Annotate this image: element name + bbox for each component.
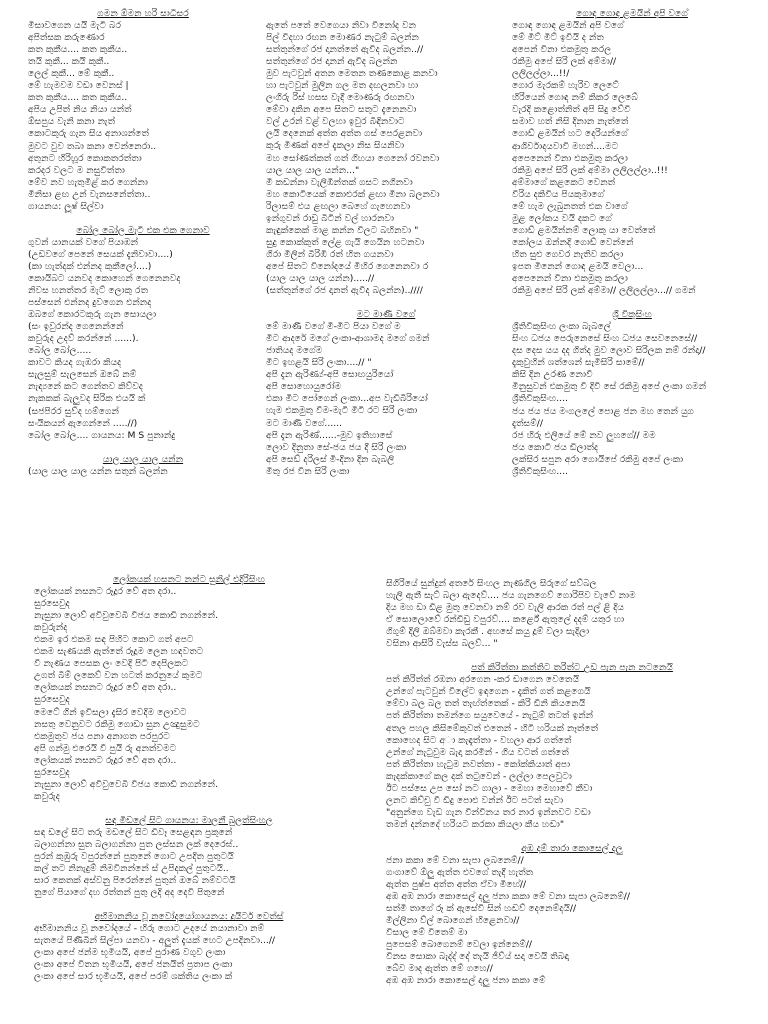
lyric-line: යාල යාල යාල යන්න..." bbox=[266, 164, 360, 176]
lyric-line: අඹ අඹ නාරා කොසෙල් දලු ජනා කකා මේ bbox=[386, 975, 546, 987]
lyric-line: දස දෙස යය දද ගිත්ද මුව ලොව සිරිලක නම් රන්දා// bbox=[512, 345, 706, 357]
lyric-line: සැතයේ පිණිබින් සිල්පා යනවා - අලුත් දැයක් හෙට උපදිනවා...// bbox=[34, 935, 276, 947]
lyric-line: ඒ සොලොවේ රන්ඩිඩු වපුරව්.... කර්ළේ ඇතුලේ දදම් යතුර හා bbox=[386, 614, 625, 626]
song-lyrics bbox=[266, 321, 506, 478]
lyric-line: අම්මාගේ කළකෙට වෙනත් bbox=[512, 176, 616, 188]
lyric-line: ලක්සිර සපුන අරා ගොයිපේ රකිමු අපේ ලංකා bbox=[512, 453, 684, 465]
lyric-line: ඊට පස්සෙ උප සෝ නට ගාලා - මෙහා මෙහාවේ කීවා bbox=[386, 782, 593, 794]
song-title: අඹ දම් තාරා කොසෙල් දලු bbox=[521, 842, 623, 854]
lyric-line: එකම ඉර එකම සඳ පිහිට කොට ගත් අපට bbox=[34, 634, 194, 646]
lyric-line: මේ හැම ලැබුනතත් එක වාගේ bbox=[512, 200, 628, 212]
lyric-line: ඕසපුය වැනි කනා නැත් bbox=[28, 116, 116, 128]
lyric-line: (සජපිරර සුව්ද හම්ගෙන් bbox=[28, 405, 119, 417]
lyric-line: උන්ගේ නැටුවුම බැදා කරමින් - ගිය වටත් ගත්තේ bbox=[386, 746, 569, 758]
song-lyrics bbox=[34, 923, 344, 983]
lyric-line: (උඩවගේ පෙනේ සෙයක් දැනිවාවා....) bbox=[28, 248, 173, 260]
song-lyrics bbox=[28, 237, 258, 442]
lyric-line: අභිමානනිය වූ නවෝදයේ - හිරු ගොට උදයේ නයානාවා නම් bbox=[34, 923, 265, 935]
lyric-line: අතල පහල කිසිමේකුවත් එතෙන් - හිටි හරියක් නෑත්තේ bbox=[386, 722, 599, 734]
lyric-line: කිසි දින උරණ නොවී bbox=[512, 369, 593, 381]
lyric-line: ලෝකයක් නසනට රූදූර වේ අත දරා.. bbox=[34, 754, 177, 766]
lyric-line: හැම එකමුතු වීම-මැටි මිටි රට සිරි ලංකා bbox=[266, 405, 418, 417]
lyric-line: සත්මි තාගේ රූ ක් ඇසේවි සින් හඬව් දෙනෙම්දයි// bbox=[386, 903, 577, 915]
lyric-line: මි කඩන්නා වැලිඹින්තක් ගසට නගිනවා bbox=[266, 176, 413, 188]
lyric-line: විසාල මේ විතෙම් මා bbox=[386, 927, 468, 939]
lyric-line: පත් කිරිත්ත් රඹනා අරගෙන -කර ඩාගෙන වෙතෙයි bbox=[386, 674, 580, 686]
lyric-line: අපෙනෙන් විනා එකමුතු කරලා bbox=[512, 273, 628, 285]
lyric-line: නැඳ්‍යනේ කට ගෙන්තව කිව්වද bbox=[28, 381, 143, 393]
lyric-line: සංයිකයන් ඇගෙන්නේ .....//) bbox=[28, 417, 138, 429]
lyric-line: කාවට කියද ගැඹරා කියද bbox=[28, 357, 122, 369]
lyric-line: රකිමු අපේ සිරි ලක් අම්මා// bbox=[512, 56, 617, 68]
lyric-line: (සත්තුන්ගේ රජ දානත් ඇවිද බලන්න)..//// bbox=[266, 285, 423, 297]
lyric-line: අතුනට හිරිහූර කොකතරත්තා bbox=[28, 152, 142, 164]
lyric-line: හිත සුළු ගෙවර නැතිව කරලා bbox=[512, 248, 624, 260]
lyric-line: (යාල යාල යාල යන්න සතුන් බලන්න bbox=[28, 465, 168, 477]
song-title: සඳ මිඩලේ සිට ගායනය: මාලනී බුලත්සිංහල bbox=[105, 814, 273, 826]
lyric-line: බේව මාද ඇත්ත මේ ගහෙ// bbox=[386, 963, 493, 975]
column-top-left bbox=[28, 8, 258, 478]
song-lyrics bbox=[386, 855, 758, 988]
lyric-line: පිල් විදහා රඟන මොණර නැටුම් බලන්න bbox=[266, 32, 419, 44]
song-title: මට මාණි වගේ bbox=[356, 309, 416, 321]
lyric-line: සැලසුම් සැලසෙන් ඔබේ නම් bbox=[28, 369, 137, 381]
lyric-line: වීරිය දකිවිය පියකුමාගේ bbox=[512, 188, 605, 200]
lyric-line: හිරියෙන් ගොඳ නම් කිකර ලෙබේ bbox=[512, 92, 638, 104]
lyric-line: බෝල බෝල..... bbox=[28, 345, 92, 357]
lyric-line: පුපෙසම් බොගෙනම් වෙලා ඉන්නෙම්// bbox=[386, 939, 533, 951]
lyric-line: කුරු මිණක් අපේ දැකලා නිස සියනිවා bbox=[266, 140, 405, 152]
lyric-line: රජ හිරු එලියේ මේ නව ලුහගේ// මම bbox=[512, 429, 656, 441]
lyric-line: පත් කිරිත්තා හැටුම නවත්තා - කෝක්කියාත් අපා bbox=[386, 758, 571, 770]
lyric-line: ලයි දෙනෙක් අත්ත අත්ත ගස් පෙරළනවා bbox=[266, 128, 423, 140]
lyric-line: මේව නව හැතුමිළ් කර ගෙන්නා bbox=[28, 176, 148, 188]
lyric-line: මුව පැටවුන් අතන මෙතන තණකොළ කනවා bbox=[266, 68, 438, 80]
song-lyrics bbox=[512, 20, 752, 297]
lyric-line: ගිගුම් දිලි ඔබ්මවා කැරකී . අහසේ කයු දූම් වලා සැදිලා bbox=[386, 626, 590, 638]
lyric-line: ලොව දිනුතා සේ-ජය ජය දී සිරි ලංකා bbox=[266, 441, 407, 453]
song-lyrics bbox=[512, 321, 752, 478]
lyric-line: අපි සොහොයුරෝම bbox=[266, 381, 342, 393]
lyric-line: කල් තට නිනැදුම් නිමවිනන්නේ ස් උපිදකල් පුතුටයි.. bbox=[34, 863, 229, 875]
lyric-line: නසතු වෙනුවට රකිමු ගොඩා සුන උඤුසුමට bbox=[34, 718, 200, 730]
lyric-line: අපි දැන ඇරිණ්......-මුව ඉතිහාසේ bbox=[266, 429, 393, 441]
song-title: ගොඳ ගොඳ ළමයින් අපි වගේ bbox=[576, 8, 688, 19]
lyric-line: උන්ගේ පැටවුන් වීලේට ඉඳගෙන - දැකිත් ගත් කළගෙයි bbox=[386, 686, 591, 698]
lyric-line: බෝල බෝල.... ගායනය: M S පුනාන්දු bbox=[28, 429, 176, 441]
lyric-line: රකිමු අපේ සිරි ලක් අම්මා ලලිලල්ලා..!!! bbox=[512, 164, 668, 176]
lyric-line: ලෝකයක් නසනට රූදූර වේ අත දරා.. bbox=[34, 586, 177, 598]
lyric-line: නැකකක් බැලුවද සිරික එයයි ක් bbox=[28, 393, 146, 405]
lyric-line: මේ මාණි වගේ මි-මිට පියා වගේ ම bbox=[266, 321, 401, 333]
lyric-line: (යාල යාල යාල යන්න).....// bbox=[266, 272, 375, 284]
lyric-line: සත්තුන්ගේ රජ දානන් ඇවිද බලන්න bbox=[266, 56, 398, 68]
lyric-line: මුළ ලෝකය වයි දකට ගේ bbox=[512, 212, 612, 224]
lyric-line: ශ්‍රීතිවිකුසිංහ ලංකා බැබලේ bbox=[512, 321, 611, 333]
lyric-line: සමාව හත් නිසි දිනාන නැත්තේ bbox=[512, 116, 629, 128]
lyric-line: කරදර වලට ම නසුවිත්තා bbox=[28, 164, 125, 176]
lyric-line: ගොර මැරකම් හැරිව ලෙටේ bbox=[512, 80, 620, 92]
lyric-line: (සං ඉවුරන්ද ගෙනෙන්නේ bbox=[28, 321, 124, 333]
lyric-line: කවුරුද උදව් කරන්නේ ......). bbox=[28, 333, 139, 345]
lyric-line: සුදු කොක්කුත් ලේළ ගැයි ගෙයින හටනවා bbox=[266, 236, 425, 248]
column-top-right bbox=[512, 8, 752, 478]
lyric-line: අපිත්සක කරුණොර bbox=[28, 32, 105, 44]
song-title: ශ්‍රී විකුසිංහ bbox=[612, 309, 652, 321]
lyric-line: එකමුතුව ජය පනා අනාගත පරපුරට bbox=[34, 730, 170, 742]
lyric-line: බලාගන්නා සුත බලාගන්නා පුත ලස්සන ලක් දෙරෙඝ්.. bbox=[34, 838, 239, 850]
song-title: ගමන ඕමන හරි සාධිසර bbox=[97, 8, 189, 19]
lyric-line: නැසුනා ලොව් අවිවුවෙබි විජය කොඩි නගන්නේ. bbox=[34, 778, 219, 790]
lyric-line: නිවස හනත්තර මැට් ලොකු රත bbox=[28, 285, 149, 297]
lyric-line: වසිනා ආසිරි වැස්ස බලව්... " bbox=[386, 638, 498, 650]
song-title: අභිමානනිය වූ නවෝදයෝගායනය: දුයිටර් වෙත්ස් bbox=[94, 911, 284, 923]
song-title: පත් කිරිත්තා කත්තිට තරිත්ට උඩ පැන පැන නටනෙයි bbox=[471, 662, 673, 674]
lyric-line: එකම සැණයකි ඇත්තේ රූදූම ලෙන හඳවතට bbox=[34, 646, 204, 658]
lyric-line: ගංගාවේ ඕලු ඇත්ත එවගේ තැදී හ‍‍ැත්ත bbox=[386, 867, 534, 879]
lyric-line: ලනට කිච්චු වී ඩිදු පොළු වන්න් ඊට පටත් සැවා bbox=[386, 794, 564, 806]
lyric-line: හැලි ඇතී සැට් බලා ඇදෙව්.... ජය ගැනගෙව් ගොරිපිව වැවේ නාම bbox=[386, 590, 636, 602]
lyric-line: විනස සොකා බැද්ද් දේ තැයි ජිව්ය් සදා වෙයි තිබඳා bbox=[386, 951, 569, 963]
lyric-line: ජාතියද මගේම bbox=[266, 345, 323, 357]
lyric-line: ලෙල් කුකී... මේ කුකී.. bbox=[28, 68, 115, 80]
lyric-line: ගුවන් යානයක් වගේ පියාඹන් bbox=[28, 236, 139, 248]
lyric-line: ලංකා අපේ ජන්ම භූමියයි, අපේ පුරාණ වගුව ලංකා bbox=[34, 947, 226, 959]
lyric-line: ලලිලල්ලා...!!/ bbox=[512, 68, 570, 80]
lyric-line: දැත්සම්// bbox=[512, 417, 543, 429]
lyric-line: පස්සෙන් එන්නද දුවගෙන එන්නද bbox=[28, 297, 152, 309]
lyric-line: ලංගිරු රිස් හසස වැදී මොණරු රඟනවා bbox=[266, 92, 415, 104]
lyric-line: මිනුසුවන් එකමුතු වී දිවි සේ රකිමු අපේ ලංකා ගමන් bbox=[512, 381, 707, 393]
lyric-line: ජනා කකා මේ වනා සැපා ලබනෙම්// bbox=[386, 854, 524, 866]
lyric-line: මිතු රජ වින සිරි ලංකා bbox=[266, 465, 350, 477]
lyric-line: මේවා දකින අපෙ සිතට සතුට දැනෙනවා bbox=[266, 104, 417, 116]
lyric-line: මිසාවගෙන යයි මැටි බර bbox=[28, 20, 121, 32]
lyric-line: මිනිසා ළඟ උන් වැනසනේත්තා.. bbox=[28, 188, 151, 200]
lyric-line: අපි සෙඩ් දරිලස් මි-දිනා දින බැබලි bbox=[266, 453, 395, 465]
lyric-line: සඳ ඩලේ සිට තරු මඩලේ සිට ඩිවෑ සෙළඳන ප්‍රකුනේ bbox=[34, 826, 233, 838]
lyric-line: කත කුකීය.... කත කුකීය.. bbox=[28, 92, 128, 104]
lyric-line: කෝලය ඔන්නදි ගොඩ් වෙන්නේ bbox=[512, 236, 634, 248]
lyric-line: කැඳුක්කෙක් මාළ කන්න විලට බහිනවා " bbox=[266, 224, 419, 236]
lyric-line: අපෙනෙන් විනා එකමුතු කරලා bbox=[512, 152, 628, 164]
lyric-line: කවුරුන්ද bbox=[34, 622, 68, 634]
lyric-line: ඔබගේ කොරටකුරු ගැන සොයලා bbox=[28, 309, 157, 321]
lyric-line: මේවා බල බල තත් තැඟ්ත්තෙක් - කිරි ඩීනි කියනෙයි bbox=[386, 698, 586, 710]
lyric-line: සිගිරියේ සුන්දුන් අතරේ සිංහල නැණගිල සිරුගේ සව්බල bbox=[386, 578, 597, 589]
song-lyrics bbox=[34, 586, 344, 803]
lyric-line: අඹ අඹ නාරා කොසෙල් දලු ජනා කකා මේ වනා සැපා ලබනෙම්// bbox=[386, 891, 630, 903]
lyric-line: ගොඩ් ළමයින් හට දෙරියන්ගේ bbox=[512, 128, 628, 140]
lyric-line: මුවට වුව තබා කනා වෙන්නෙරා.. bbox=[28, 140, 157, 152]
lyric-line: අපෙන් විනා එකමුතු කරල bbox=[512, 44, 612, 56]
lyric-line: පත් කිරිත්තා තමන්ගෙ සයුවෙයේ - නැටුම් තටත් ඉන්න් bbox=[386, 710, 594, 722]
lyric-line: නුගේ පියාගේ දහ රත්තන් පුතු ලදි අද දෙවි පිතුනේ bbox=[34, 887, 225, 899]
song-lyrics bbox=[28, 20, 258, 213]
lyric-line: මහ කොටියෙක් කොළුරක් ළඟා මිනා බලනවා bbox=[266, 188, 440, 200]
song-lyrics bbox=[266, 20, 506, 297]
column-bottom-left bbox=[34, 574, 344, 984]
lyric-line: මිට ඉහළයි සිරි ලංකා....// " bbox=[266, 357, 372, 369]
song-lyrics bbox=[386, 674, 758, 831]
lyric-line: කොයිබට යනවද කොහෙන් ගෙනෙනවද bbox=[28, 272, 181, 284]
lyric-line: "අනුන්ගෙ වැඩ ගැන වින්විනය තර නාර ඉන්නවට වඩා bbox=[386, 806, 591, 818]
song-title: යාල යාල යාල යන්න bbox=[102, 453, 184, 465]
lyric-line: සත්තුන්ගේ රජ දානත්තේ ඇවිද බලන්න..// bbox=[266, 44, 424, 56]
lyric-line: මෙටේ ගින් ඉවිසලා දැසිර වෙදිම ලොවට bbox=[34, 706, 187, 718]
lyric-line: දැකුවුහින් ශත්ශෙන් සැමිසිරි සාමේ// bbox=[512, 357, 645, 369]
lyric-line: සුරසෙවුද bbox=[34, 694, 70, 706]
lyric-line: සුරසෙවුද bbox=[34, 598, 70, 610]
lyric-line: අපි දැන ඇරිණ්‍ය්-අපි සොඟයුරියෝ bbox=[266, 369, 394, 381]
lyric-line: ශ්‍රීතිවිකුසිංහ.... bbox=[512, 465, 568, 477]
lyric-line: සාර කෙතක් අස්වනු පිරෙන්නේ පුතුන් ඔබේ නම්වටයි bbox=[34, 875, 236, 887]
lyric-line: ඉපත මිනෙන් ගොඳ ළමයි වෙලා... bbox=[512, 260, 644, 272]
lyric-line: ගායනය: ලූෂ් සිල්වා bbox=[28, 200, 104, 212]
lyric-line: ගොඳ ගොඳ ළමයින් අපි වගේ bbox=[512, 20, 624, 32]
lyric-line: ලෝකයක් නසනට රූදූර වේ අත දරා.. bbox=[34, 682, 177, 694]
lyric-line: මිට ආදරේ මගේ ලංකා-ආශාමද මගේ ගමන් bbox=[266, 333, 430, 345]
lyric-line: ලංකා අපේ විතන භූමියයි, අපේ ජනයිත් ප්‍රතාප ලංකා bbox=[34, 959, 233, 971]
lyric-line: ජය කොටි ජය ඩිලාත්ද bbox=[512, 441, 599, 453]
lyric-line: ආශිර්වාදයවාවි මහන්....මට bbox=[512, 140, 619, 152]
song-lyrics bbox=[386, 578, 758, 650]
lyric-line: වල් උරන් වළ් වලහා ඉවුර බීඳිනවාට bbox=[266, 116, 405, 128]
lyric-line: කත කුකීය.... කත කුකීය.. bbox=[28, 44, 128, 56]
lyric-line: ඇත්ත පුෂ්ප අත්ත අත්ත ඒවා මිහේ// bbox=[386, 879, 527, 891]
lyric-line: ලංකා අපේ සාර භූමියයි, අපේ පරම් ශක්තිය ලංකා ක් bbox=[34, 971, 233, 983]
column-top-middle bbox=[266, 20, 506, 478]
lyric-line: මට මාණි වගේ...... bbox=[266, 417, 342, 429]
lyric-line: තමන් දන්නදේ හරියට කරකා කියලා කීය හඬා" bbox=[386, 818, 565, 830]
lyric-line: කොහෙද සිට අා කැඳැත්තා - වහලා ආර ගත්තේ bbox=[386, 734, 572, 746]
lyric-line: රිලාසම් එය ළඟලා බෙහේ ගැහෙනවා bbox=[266, 200, 411, 212]
lyric-line: එකා මිට පෝගෙන් ලංකා...අප වැඩිබිරියෝ bbox=[266, 393, 428, 405]
lyric-line: නැසුනා ලොව් අවිවුවෙබි විජය කොඩි නගන්නේ. bbox=[34, 610, 219, 622]
lyric-line: සුරසෙවුද bbox=[34, 766, 70, 778]
lyric-line: සිංහ ධජය පෙරුනෙසේ සිංහ ධජය සෙවනෙසේ// bbox=[512, 333, 698, 345]
song-title: ලෝකයක් හසනට නන්ට සුනිල් එදිරිසිංහ bbox=[112, 574, 266, 585]
song-lyrics bbox=[34, 827, 344, 899]
lyric-line: (කා හැත්දක් එන්නද කුකීලෝ....) bbox=[28, 260, 152, 272]
lyric-line: ගොඩ් ළමයින්නම් ලොකු යා වෙත්තේ bbox=[512, 224, 656, 236]
lyric-line: තයි කුකී... කයි කුකී.. bbox=[28, 56, 110, 68]
lyric-line: අපේ සිතට විනෝදයේ මීහිර ගෙනෙනවා ර bbox=[266, 260, 429, 272]
lyric-line: අපිය උපිත් නිය නියා යන්ත් bbox=[28, 104, 132, 116]
lyric-line: මහ සෝණත්කත් ගත් ගිහයා ගෙනෝ රවනවා bbox=[266, 152, 440, 164]
lyric-line: මේ මිට් මිට් ඉවියි ද න්ත bbox=[512, 32, 604, 44]
column-bottom-right bbox=[386, 578, 758, 988]
lyric-line: හා පැටවුන් මුලින ගල මත දඟලනවා හා bbox=[266, 80, 419, 92]
lyric-line: ඇතේ පතේ වෙගෙයා නිවා විනෝද වන bbox=[266, 20, 417, 31]
lyric-line: කැදක්කාගේ කල දක් තටුවෙන් - ලල්ලා පෙලවුටා bbox=[386, 770, 572, 782]
lyric-line: පුරන් කුඹුරු වපුරන්නේ පුතුනේ ගොට උපදිත පුතුටයි bbox=[34, 851, 234, 863]
lyric-line: ශ්‍රීතිවිකුසිංහ.... bbox=[512, 393, 568, 405]
lyric-line: ජය ජය ජය මංගලලේ පොළ ජන මහ තෙන් යුග bbox=[512, 405, 695, 417]
lyric-line: වැරදි කළොත්නිත් අපි සිදු වේවි bbox=[512, 104, 631, 116]
lyric-line: කවුරුද bbox=[34, 790, 60, 802]
lyric-line: වී නැණය පෙසක ලං වෙදි පිටි දෙපිලකට bbox=[34, 658, 189, 670]
lyric-line: උගත් බීම් ලකෙව් වන හටත් කරනුයේ කුමට bbox=[34, 670, 203, 682]
lyric-line: මේ හැමවම වඩා වෙනස් | bbox=[28, 80, 129, 92]
lyric-line: ගිරා මිලින් බිරිඹි රත් හිත ගයනවා bbox=[266, 248, 394, 260]
lyric-line: රකිමු අපේ සිරි ලක් අම්මා// ලලිලල්ලා...// ගමන් bbox=[512, 285, 696, 297]
lyric-line: දිය මහ ඩා ඩිළ මුතු වෙනවා නම් රව වැලි ආරක රත් පල් ළි දිය bbox=[386, 602, 624, 614]
song-title: බෝල බෝල මැටි එක එක ගෙනාව bbox=[76, 224, 210, 236]
lyric-line: මිල්ලිනා ව්ල් බොගෙන් හි‍‍ළෙනවා// bbox=[386, 915, 520, 927]
song-lyrics bbox=[28, 466, 258, 478]
lyric-line: කොටකුරු ගැන සිය අනාශන්තේ bbox=[28, 128, 149, 140]
lyric-line: ඉන්ගුවන් රාඩු බිටින් වල් හාරනවා bbox=[266, 212, 395, 224]
lyric-line: අපි ගන්මු එරෙයි වී පුයි රු අනත්වමට bbox=[34, 742, 177, 754]
